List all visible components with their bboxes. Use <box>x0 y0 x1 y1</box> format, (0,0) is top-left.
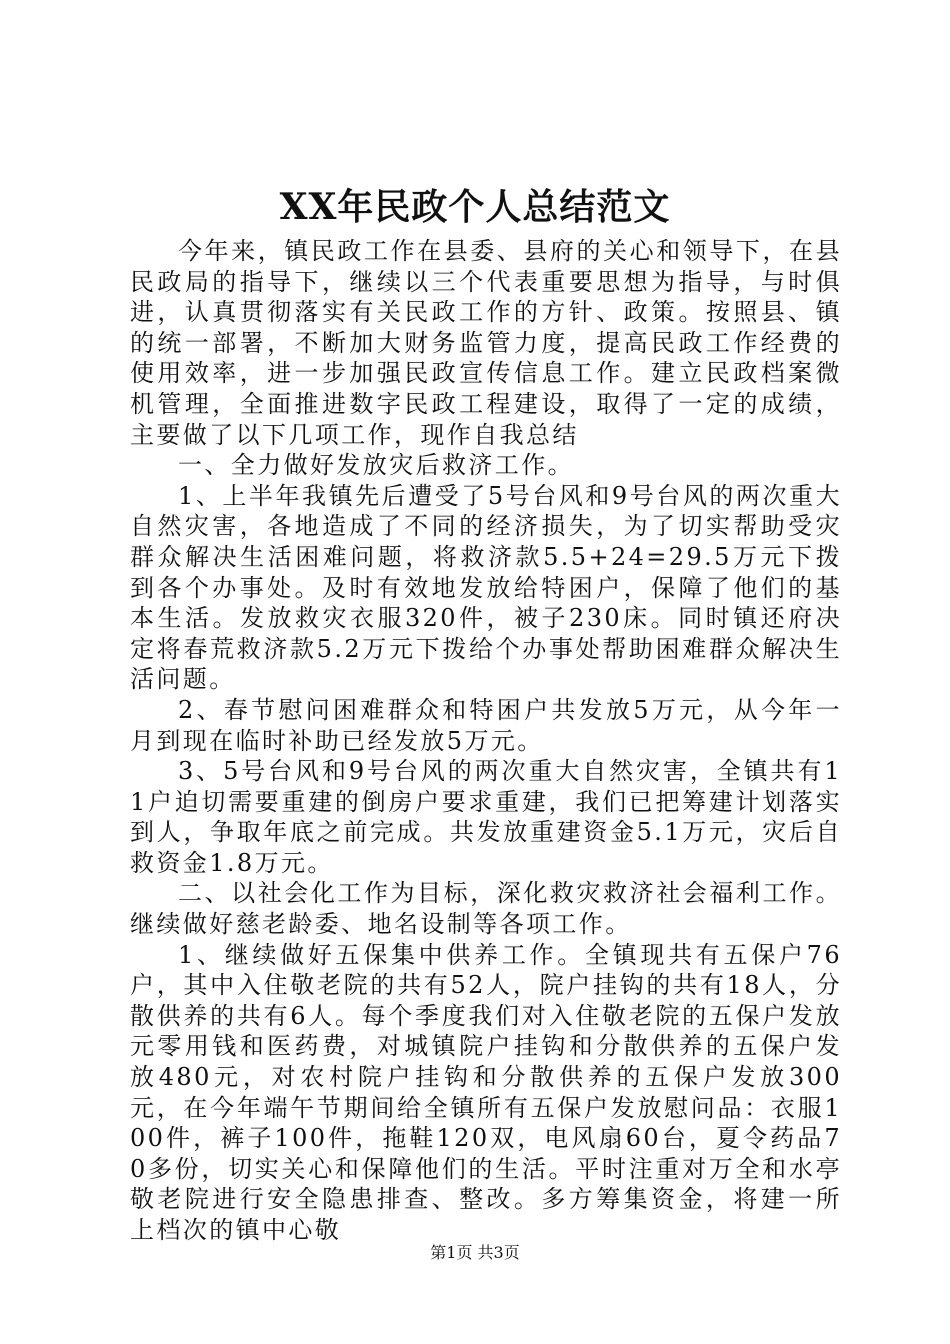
paragraph-item-1-1: 1、上半年我镇先后遭受了5号台风和9号台风的两次重大自然灾害，各地造成了不同的经济损失，为了切实帮助受灾群众解决生活困难问题，将救济款5.5+24=29.5万元下拨到各个办事处。及时有效地发放给特困户，保障了他们的基本生活。发放救灾衣服320件，被子230床。同时镇还府决定将春荒救济款5.2万元下拨给个办事处帮助困难群众解决生活问题。 <box>130 481 842 694</box>
paragraph-item-1-3: 3、5号台风和9号台风的两次重大自然灾害，全镇共有11户迫切需要重建的倒房户要求重建，我们已把筹建计划落实到人，争取年底之前完成。共发放重建资金5.1万元，灾后自救资金1.8万元。 <box>130 757 842 877</box>
section-heading-2: 二、以社会化工作为目标，深化救灾救济社会福利工作。继续做好慈老龄委、地名设制等各项工作。 <box>130 879 842 939</box>
document-title: XX年民政个人总结范文 <box>279 186 671 228</box>
paragraph-item-1-2: 2、春节慰问困难群众和特困户共发放5万元，从今年一月到现在临时补助已经发放5万元。 <box>130 695 842 755</box>
document-body <box>130 236 842 1246</box>
paragraph-intro: 今年来，镇民政工作在县委、县府的关心和领导下，在县民政局的指导下，继续以三个代表重要思想为指导，与时俱进，认真贯彻落实有关民政工作的方针、政策。按照县、镇的统一部署，不断加大财务监管力度，提高民政工作经费的使用效率，进一步加强民政宣传信息工作。建立民政档案微机管理，全面推进数字民政工程建设，取得了一定的成绩，主要做了以下几项工作，现作自我总结 <box>130 237 842 449</box>
paragraph-item-2-1: 1、继续做好五保集中供养工作。全镇现共有五保户76户，其中入住敬老院的共有52人，院户挂钩的共有18人，分散供养的共有6人。每个季度我们对入住敬老院的五保户发放元零用钱和医药费，对城镇院户挂钩和分散供养的五保户发放480元，对农村院户挂钩和分散供养的五保户发放300元，在今年端午节期间给全镇所有五保户发放慰问品：衣服100件，裤子100件，拖鞋120双，电风扇60台，夏令药品70多份，切实关心和保障他们的生活。平时注重对万全和水亭敬老院进行安全隐患排查、整改。多方筹集资金，将建一所上档次的镇中心敬 <box>130 940 842 1244</box>
page-number-footer: 第1页 共3页 <box>430 1243 520 1262</box>
section-heading-1: 一、全力做好发放灾后救济工作。 <box>178 451 574 480</box>
